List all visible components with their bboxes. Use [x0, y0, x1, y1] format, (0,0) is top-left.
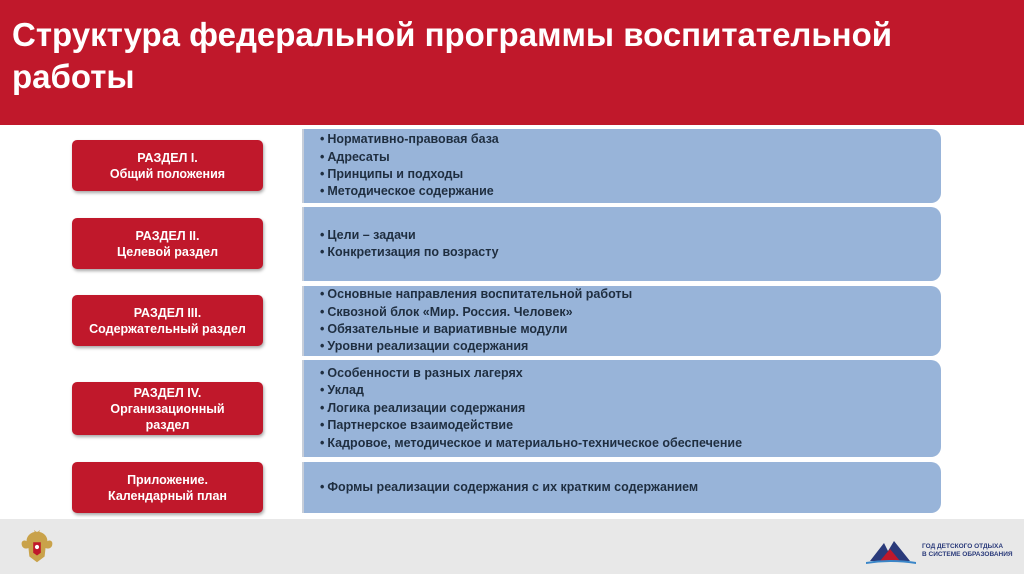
- section-label-4: [72, 382, 263, 435]
- year-logo-text-line: В СИСТЕМЕ ОБРАЗОВАНИЯ: [922, 550, 1013, 558]
- page-title: Структура федеральной программы воспитательной работы: [12, 16, 893, 95]
- ministry-emblem-icon: [18, 528, 56, 566]
- bullet-item: • Логика реализации содержания: [320, 400, 941, 417]
- bullet-item: • Кадровое, методическое и материально-техническое обеспечение: [320, 435, 941, 452]
- section-label-5: [72, 462, 263, 513]
- bullet-item: • Сквозной блок «Мир. Россия. Человек»: [320, 304, 941, 321]
- section-content-panel-2: [304, 207, 941, 281]
- section-label-2: [72, 218, 263, 269]
- bullet-item: • Нормативно-правовая база: [320, 131, 941, 148]
- bullet-item: • Партнерское взаимодействие: [320, 417, 941, 434]
- section-label-line: РАЗДЕЛ IV.: [133, 385, 202, 400]
- bullet-item: • Конкретизация по возрасту: [320, 244, 941, 261]
- section-label-line: Календарный план: [108, 488, 227, 503]
- bullet-item: • Принципы и подходы: [320, 166, 941, 183]
- section-content-panel-4: [304, 360, 941, 457]
- section-label-line: Общий положения: [109, 166, 226, 181]
- section-label-line: РАЗДЕЛ II.: [135, 228, 200, 243]
- bullet-item: • Основные направления воспитательной работы: [320, 286, 941, 303]
- section-content-panel-1: [304, 129, 941, 203]
- bullet-item: • Уровни реализации содержания: [320, 338, 941, 355]
- section-label-3: [72, 295, 263, 346]
- section-label-line: Целевой раздел: [116, 244, 219, 259]
- bullet-item: • Цели – задачи: [320, 227, 941, 244]
- section-label-line: Организационный: [110, 401, 225, 416]
- year-logo-text: [922, 543, 1017, 558]
- year-of-childrens-recreation-logo-icon: [866, 537, 916, 565]
- bullet-item: • Особенности в разных лагерях: [320, 365, 941, 382]
- bullet-item: • Формы реализации содержания с их кратким содержанием: [320, 479, 941, 496]
- bullet-item: • Методическое содержание: [320, 183, 941, 200]
- section-label-line: Приложение.: [127, 472, 208, 487]
- section-label-line: РАЗДЕЛ III.: [133, 305, 202, 320]
- section-content-panel-5: [304, 462, 941, 513]
- section-label-line: РАЗДЕЛ I.: [137, 150, 198, 165]
- section-content-panel-3: [304, 286, 941, 356]
- bullet-item: • Обязательные и вариативные модули: [320, 321, 941, 338]
- section-label-line: Содержательный раздел: [89, 321, 246, 336]
- bullet-item: • Адресаты: [320, 149, 941, 166]
- bullet-item: • Уклад: [320, 382, 941, 399]
- section-label-1: [72, 140, 263, 191]
- header-banner: [0, 0, 1024, 125]
- year-logo-text-line: ГОД ДЕТСКОГО ОТДЫХА: [922, 543, 1004, 550]
- section-label-line: раздел: [145, 417, 190, 432]
